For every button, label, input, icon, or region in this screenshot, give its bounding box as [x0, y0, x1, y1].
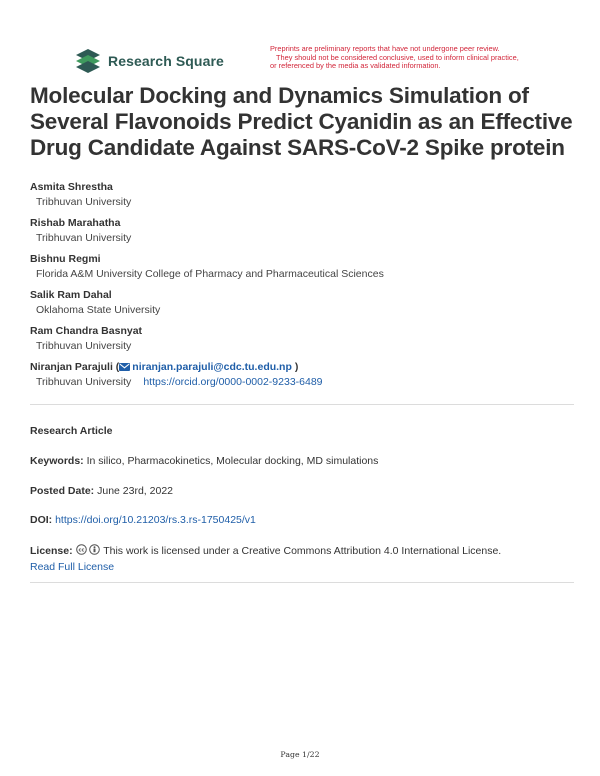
- author: [30, 217, 580, 253]
- header: [0, 0, 600, 80]
- page-number: Page 1/22: [280, 750, 320, 759]
- article-type-label: Research Article: [30, 425, 113, 437]
- author-name[interactable]: Rishab Marahatha: [30, 217, 121, 229]
- keywords-label: Keywords:: [30, 455, 84, 467]
- author-name[interactable]: Bishnu Regmi: [30, 253, 101, 265]
- keywords: [30, 455, 378, 468]
- research-square-logo[interactable]: [74, 44, 224, 78]
- author: [30, 325, 580, 361]
- research-square-logo-icon: [74, 47, 102, 75]
- email-link[interactable]: niranjan.parajuli@cdc.tu.edu.np: [132, 361, 292, 373]
- posted-date: [30, 485, 173, 498]
- posted-date-label: Posted Date:: [30, 485, 95, 497]
- divider: [30, 404, 574, 405]
- disclaimer-line: or referenced by the media as validated information.: [270, 61, 441, 71]
- doi-label: DOI:: [30, 514, 53, 526]
- posted-date-value: June 23rd, 2022: [97, 485, 174, 497]
- author-name[interactable]: Ram Chandra Basnyat: [30, 325, 143, 337]
- title-line: Drug Candidate Against SARS-CoV-2 Spike protein: [30, 135, 565, 160]
- svg-text:cc: cc: [78, 547, 84, 554]
- author-affiliation: Tribhuvan University: [36, 376, 132, 388]
- license-line: [30, 544, 575, 558]
- author-affiliation: Tribhuvan University: [36, 196, 132, 208]
- license-label: License:: [30, 545, 73, 557]
- doi: [30, 514, 256, 527]
- brand-name: Research Square: [108, 53, 224, 69]
- author-affiliation: Florida A&M University College of Pharmacy and Pharmaceutical Sciences: [36, 268, 384, 280]
- author: [30, 253, 580, 289]
- attribution-icon: [89, 544, 100, 555]
- title-line: Molecular Docking and Dynamics Simulation of: [30, 83, 529, 108]
- paper-title: [30, 83, 575, 161]
- author-affiliation: Oklahoma State University: [36, 304, 161, 316]
- author: [30, 289, 580, 325]
- preprint-disclaimer: [270, 45, 540, 71]
- license-text: This work is licensed under a Creative Commons Attribution 4.0 International License.: [103, 545, 502, 557]
- creative-commons-icon: [76, 544, 87, 555]
- author: [30, 181, 580, 217]
- article-type: [30, 425, 113, 438]
- author-affiliation-line: [30, 376, 580, 397]
- mail-icon: [119, 363, 130, 371]
- author-name[interactable]: Salik Ram Dahal: [30, 289, 112, 301]
- author-list: [30, 181, 580, 397]
- orcid-link[interactable]: https://orcid.org/0000-0002-9233-6489: [143, 376, 323, 388]
- author-name[interactable]: Niranjan Parajuli: [30, 361, 113, 373]
- license: [30, 544, 575, 574]
- title-line: Several Flavonoids Predict Cyanidin as an Effective: [30, 109, 573, 134]
- open-paren: (: [115, 361, 120, 373]
- author-affiliation: Tribhuvan University: [36, 232, 132, 244]
- disclaimer-line: Preprints are preliminary reports that have not undergone peer review.: [270, 44, 500, 53]
- author-name[interactable]: Asmita Shrestha: [30, 181, 113, 193]
- disclaimer-line: They should not be considered conclusive, used to inform clinical practice,: [276, 52, 519, 62]
- close-paren: ): [294, 361, 299, 373]
- keywords-value: In silico, Pharmacokinetics, Molecular docking, MD simulations: [86, 455, 379, 467]
- divider: [30, 582, 574, 583]
- corresponding-author-line: [30, 361, 580, 376]
- doi-link[interactable]: https://doi.org/10.21203/rs.3.rs-1750425/v1: [55, 514, 256, 526]
- corresponding-author: [30, 361, 580, 397]
- author-affiliation: Tribhuvan University: [36, 340, 132, 352]
- read-full-license-link[interactable]: Read Full License: [30, 561, 115, 573]
